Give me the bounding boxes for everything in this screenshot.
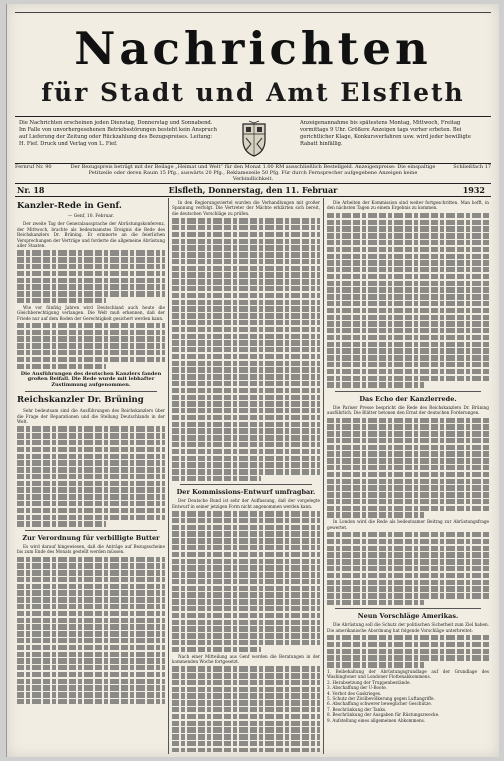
publication-notice: Die Nachrichten erscheinen jeden Dienstag, Donnerstag und Sonnabend. Im Falle von unvorhergesehenen Betriebsstörungen besteht kein Anspruch auf Lieferung der Zeitung oder Rückzahlung des Bezugspreises. Leitung: H. Fief. Druck und Verlag von L. Fief. bbox=[19, 120, 217, 147]
text-lines bbox=[17, 557, 165, 705]
article-paragraph: Sehr bedeutsam sind die Ausführungen des Reichskanzlers über die Frage der Reparationen und die Stellung Deutschlands in der Welt. bbox=[17, 408, 165, 425]
article-paragraph: Die Arbeiten der Kommission sind weiter fortgeschritten. Man hofft, in den nächsten Tagen zu einem Ergebnis zu kommen. bbox=[327, 200, 489, 211]
section-rule bbox=[25, 530, 157, 531]
article-paragraph: Der Deutsche Bund ist sehr der Auffassung, daß der vorgelegte Entwurf in seiner jetzigen Form nicht angenommen werden kann. bbox=[172, 498, 320, 509]
masthead-rule bbox=[15, 12, 491, 13]
newspaper-title: Nachrichten bbox=[74, 22, 432, 75]
list-item: 6. Abschaffung schwerer beweglicher Geschütze. bbox=[327, 701, 433, 707]
list-item: 9. Aufstellung eines allgemeinen Abkommens. bbox=[327, 717, 426, 723]
text-lines bbox=[17, 250, 165, 303]
section-rule bbox=[335, 391, 481, 392]
section-rule bbox=[335, 608, 481, 609]
issue-number: Nr. 18 bbox=[17, 185, 45, 195]
issue-year: 1932 bbox=[462, 185, 485, 195]
publication-info-bar bbox=[15, 116, 491, 164]
article-paragraph: In den Regierungsviertel wurden die Verhandlungen mit großer Spannung verfolgt. Die Vertreter der Mächte erklärten sich bereit, die deutschen Vorschläge zu prüfen. bbox=[172, 200, 320, 216]
list-item: 1. Beibehaltung der Abrüstungsgrundlage auf der Grundlage des Washingtoner und Londoner Flottenabkommens. bbox=[327, 669, 489, 680]
list-item: 8. Beschränkung der Ausgaben für Rüstungszwecke. bbox=[327, 712, 440, 718]
text-lines bbox=[327, 418, 489, 518]
article-headline: Das Echo der Kanzlerrede. bbox=[359, 394, 457, 403]
article-paragraph: Der zweite Tag der Generalaussprache der Abrüstungskonferenz, der Mittwoch, brachte als bedeutsamstes Ereignis die Rede des Reichskanzlers Dr. Brüning. Er erinnerte an die feierlichen Versprechungen der Verträge und forderte die allgemeine Abrüstung aller Staaten. bbox=[17, 221, 165, 249]
column-3 bbox=[327, 200, 489, 752]
bold-notice: Die Ausführungen des deutschen Kanzlers fanden großen Beifall. Die Rede wurde mit lebhafter Zustimmung aufgenommen. bbox=[20, 370, 162, 388]
text-lines bbox=[327, 213, 489, 388]
article-headline: Der Kommissions-Entwurf umfragbar. bbox=[176, 488, 316, 497]
text-lines bbox=[17, 426, 165, 526]
list-item: 5. Schutz der Zivilbevölkerung gegen Luftangriffe. bbox=[327, 696, 435, 702]
price-text: Der Bezugspreis beträgt mit der Beilage „Heimat und Welt“ für den Monat 1.00 RM ausschließlich Bestellgeld. Anzeigenpreise: Die einspaltige Petitzeile oder deren Raum 15 Pfg., auswärts 20 Pfg., Reklamezeile 50 Pfg. Für durch Fernsprecher aufgegebene Anzeigen keine Verbindlichkeit. bbox=[70, 164, 436, 182]
article-headline: Neun Vorschläge Amerikas. bbox=[357, 612, 459, 621]
text-lines bbox=[17, 323, 165, 369]
newspaper-page bbox=[6, 4, 499, 757]
article-paragraph: Die Pariser Presse bespricht die Rede des Reichskanzlers Dr. Brüning ausführlich. Die Blätter betonen den Ernst der deutschen Forderungen. bbox=[327, 404, 489, 416]
proposal-list bbox=[327, 669, 489, 723]
text-lines bbox=[327, 532, 489, 605]
coat-of-arms-icon bbox=[239, 120, 269, 158]
newspaper-subtitle: für Stadt und Amt Elsfleth bbox=[41, 78, 465, 107]
article-paragraph: In London wird die Rede als bedeutsamer Beitrag zur Abrüstungsfrage gewertet. bbox=[327, 519, 489, 530]
article-paragraph: Wie vor fünfzig Jahren wird Deutschland auch heute die Gleichberechtigung verlangen. Die Welt muß erkennen, daß der Friede nur auf dem Boden der Gerechtigkeit gesichert werden kann. bbox=[17, 304, 165, 321]
text-lines bbox=[172, 218, 320, 481]
phone-number: Fernruf Nr. 90 bbox=[15, 164, 52, 170]
text-lines bbox=[327, 635, 489, 668]
dateline bbox=[15, 183, 491, 197]
list-item: 3. Abschaffung der U-Boote. bbox=[327, 685, 388, 691]
article-headline: Kanzler-Rede in Genf. bbox=[17, 201, 122, 211]
list-item: 2. Herabsetzung der Truppenbestände. bbox=[327, 679, 411, 685]
masthead bbox=[7, 4, 499, 116]
article-paragraph: Es wird darauf hingewiesen, daß die Anträge auf Bezugsscheine bis zum Ende des Monats gestellt werden müssen. bbox=[17, 543, 165, 555]
article-headline: Reichskanzler Dr. Brüning bbox=[17, 395, 144, 406]
text-lines bbox=[172, 666, 320, 752]
column-divider bbox=[323, 198, 324, 754]
po-box: Schließfach 17 bbox=[453, 164, 491, 170]
text-lines bbox=[172, 511, 320, 652]
issue-date: Elsfleth, Donnerstag, den 11. Februar bbox=[168, 185, 338, 195]
list-item: 7. Beschränkung der Tanks. bbox=[327, 706, 387, 712]
price-tagline bbox=[15, 164, 491, 182]
column-divider bbox=[168, 198, 169, 754]
list-item: 4. Verbot des Gaskrieges. bbox=[327, 690, 382, 696]
column-1 bbox=[17, 200, 165, 752]
article-paragraph: Die Abrüstung soll die Schutz der politischen Sicherheit zum Ziel haben. Die amerikanische Abordnung hat folgende Vorschläge unterbreitet: bbox=[327, 622, 489, 633]
advertising-notice: Anzeigenannahme bis spätestens Montag, Mittwoch, Freitag vormittags 9 Uhr. Größere Anzeigen tags vorher erbeten. Bei gerichtlicher Klage, Konkursverfahren usw. wird jeder bewilligte Rabatt hinfällig. bbox=[300, 120, 471, 147]
article-paragraph: Nach einer Mitteilung aus Genf werden die Beratungen in der kommenden Woche fortgesetzt. bbox=[172, 653, 320, 664]
article-headline: Zur Verordnung für verbilligte Butter bbox=[22, 533, 160, 542]
column-2 bbox=[172, 200, 320, 752]
section-rule bbox=[180, 484, 312, 485]
article-byline: — Genf, 10. Februar. bbox=[67, 214, 115, 219]
section-rule bbox=[25, 391, 157, 392]
